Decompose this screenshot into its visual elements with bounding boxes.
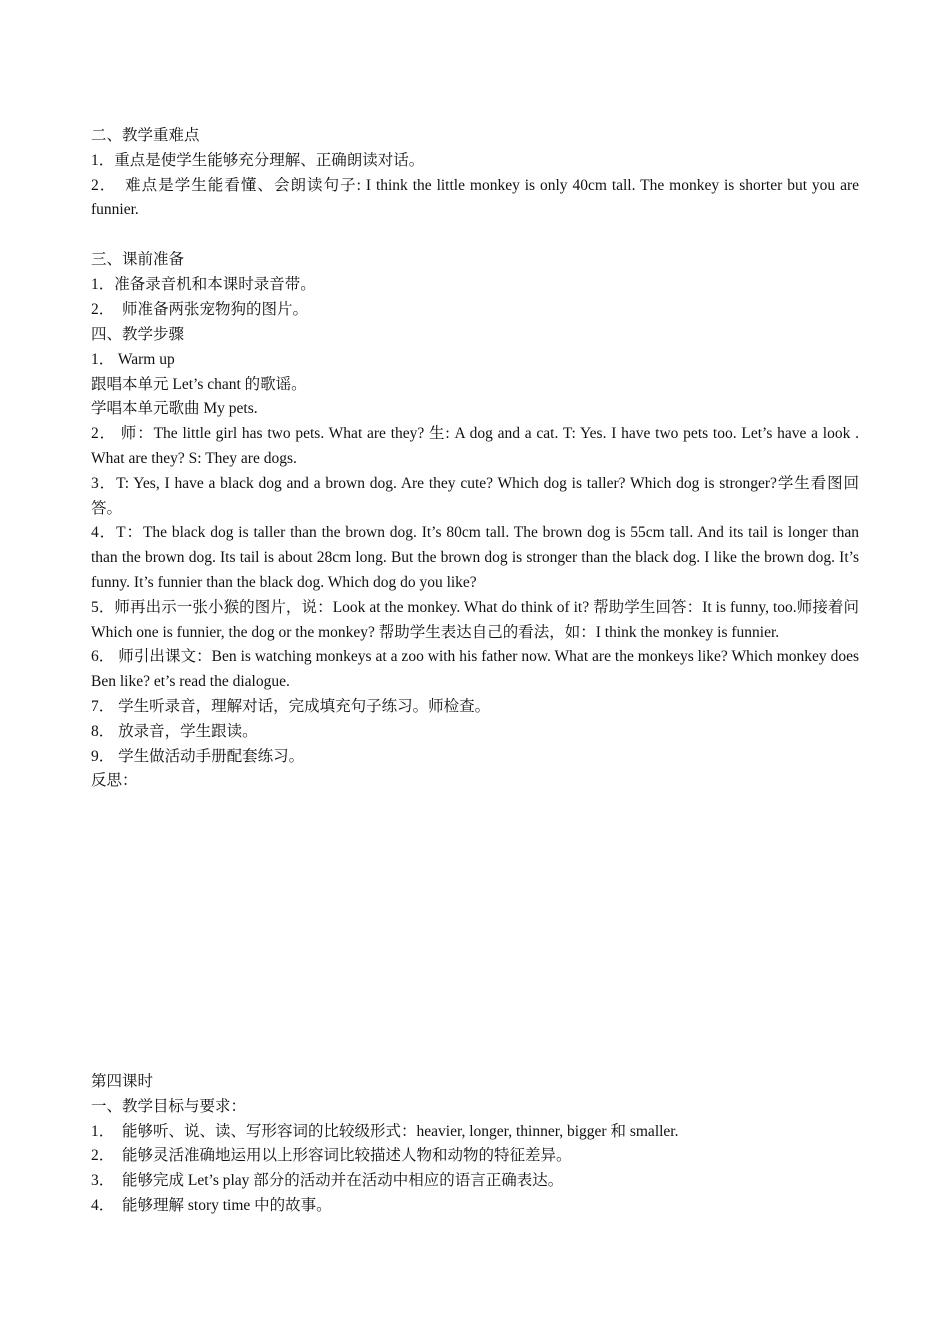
section-heading: 四、教学步骤 <box>91 326 185 343</box>
section-key-points <box>91 124 859 223</box>
list-item: 3． 能够完成 Let’s play 部分的活动并在活动中相应的语言正确表达。 <box>91 1172 564 1190</box>
list-item: 1．准备录音机和本课时录音带。 <box>91 275 316 293</box>
reflection-label: 反思： <box>91 772 138 790</box>
list-item: 跟唱本单元 Let’s chant 的歌谣。 <box>91 375 307 393</box>
list-item: 2． 师准备两张宠物狗的图片。 <box>91 300 309 318</box>
list-item: 1． Warm up <box>91 350 175 368</box>
list-item: 1． 能够听、说、读、写形容词的比较级形式：heavier, longer, thinner, bigger 和 smaller. <box>91 1122 679 1140</box>
section-heading: 一、教学目标与要求： <box>91 1097 247 1115</box>
list-item: 4．T：The black dog is taller than the brown dog. It’s 80cm tall. The brown dog is 55cm tall. And its tail is longer than than the brown dog. Its tail is about 28cm long. But the brown dog is stronger than the black dog. I like the brown dog. It’s funny. It’s funnier than the black dog. Which dog do you like? <box>91 524 859 591</box>
section-heading: 二、教学重难点 <box>91 127 200 144</box>
list-item: 8． 放录音，学生跟读。 <box>91 722 258 740</box>
list-item: 学唱本单元歌曲 My pets. <box>91 400 258 418</box>
list-item: 5．师再出示一张小猴的图片，说：Look at the monkey. What do think of it? 帮助学生回答：It is funny, too.师接着问 Which one is funnier, the dog or the monkey? 帮助学生表达自己的看法，如：I think the monkey is funnier. <box>91 598 859 641</box>
list-item: 9． 学生做活动手册配套练习。 <box>91 747 305 765</box>
section-preparation <box>91 248 859 322</box>
list-item: 6． 师引出课文：Ben is watching monkeys at a zoo with his father now. What are the monkeys like? Which monkey does Ben like? et’s read the dialogue. <box>91 648 859 691</box>
section-teaching-steps <box>91 323 859 794</box>
list-item: 2． 难点是学生能看懂、会朗读句子: I think the little monkey is only 40cm tall. The monkey is shorter but you are funnier. <box>91 176 859 219</box>
section-lesson-four <box>91 1070 859 1219</box>
list-item: 4． 能够理解 story time 中的故事。 <box>91 1196 332 1214</box>
list-item: 7． 学生听录音，理解对话，完成填充句子练习。师检查。 <box>91 697 491 715</box>
list-item: 2． 师：The little girl has two pets. What are they? 生: A dog and a cat. T: Yes. I have two pets too. Let’s have a look . What are they? S: They are dogs. <box>91 425 859 467</box>
lesson-title: 第四课时 <box>91 1073 154 1090</box>
list-item: 2． 能够灵活准确地运用以上形容词比较描述人物和动物的特征差异。 <box>91 1147 572 1165</box>
list-item: 1．重点是使学生能够充分理解、正确朗读对话。 <box>91 151 425 169</box>
list-item: 3．T: Yes, I have a black dog and a brown dog. Are they cute? Which dog is taller? Which dog is stronger?学生看图回答。 <box>91 474 859 517</box>
section-heading: 三、课前准备 <box>91 251 185 268</box>
